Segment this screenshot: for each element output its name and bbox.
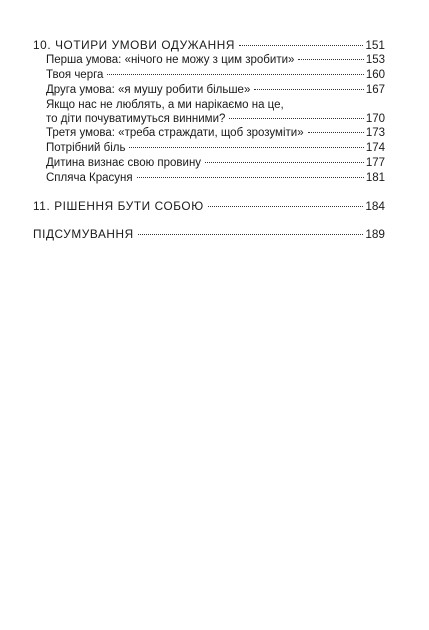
toc-entry-title: Третя умова: «треба страждати, щоб зрозуміти»: [46, 127, 304, 139]
toc-entry-title: Спляча Красуня: [46, 172, 133, 184]
toc-page-number: 167: [365, 84, 385, 96]
table-of-contents: [33, 38, 385, 242]
dot-leader: [308, 131, 364, 133]
toc-entry-multiline[interactable]: [33, 98, 385, 126]
toc-page-number: 170: [365, 113, 385, 125]
toc-chapter-11[interactable]: [33, 199, 385, 214]
dot-leader: [208, 205, 364, 207]
toc-page-number: 174: [365, 142, 385, 154]
spacer: [33, 186, 385, 195]
toc-entry[interactable]: [33, 68, 385, 83]
dot-leader: [229, 117, 363, 119]
toc-page-number: 160: [365, 69, 385, 81]
dot-leader: [205, 161, 364, 163]
toc-page-number: 184: [365, 199, 385, 213]
toc-summary[interactable]: [33, 227, 385, 242]
dot-leader: [138, 233, 364, 235]
toc-entry[interactable]: [33, 156, 385, 171]
toc-entry-title: ПІДСУМУВАННЯ: [33, 227, 134, 241]
toc-entry-title: Твоя черга: [46, 69, 104, 81]
toc-entry-title: Друга умова: «я мушу робити більше»: [46, 84, 251, 96]
spacer: [33, 214, 385, 223]
dot-leader: [137, 176, 364, 178]
toc-chapter-10[interactable]: [33, 38, 385, 53]
dot-leader: [298, 58, 363, 60]
toc-page-number: 173: [365, 127, 385, 139]
toc-entry-title: 10. ЧОТИРИ УМОВИ ОДУЖАННЯ: [33, 38, 235, 52]
toc-entry-title: Потрібний біль: [46, 142, 126, 154]
toc-entry-title: 11. РІШЕННЯ БУТИ СОБОЮ: [33, 199, 204, 213]
toc-page-number: 153: [365, 54, 385, 66]
dot-leader: [239, 44, 363, 46]
toc-entry-title: Дитина визнає свою провину: [46, 157, 202, 169]
toc-entry[interactable]: [33, 126, 385, 141]
toc-page-number: 181: [365, 172, 385, 184]
dot-leader: [107, 73, 363, 75]
toc-page-number: 177: [365, 157, 385, 169]
toc-page-number: 151: [365, 38, 385, 52]
toc-page-number: 189: [365, 227, 385, 241]
dot-leader: [254, 88, 363, 90]
toc-entry-title: Перша умова: «нічого не можу з цим зробити»: [46, 54, 295, 66]
toc-entry-title-line1: Якщо нас не люблять, а ми нарікаємо на це,: [46, 99, 284, 111]
toc-entry-row2: [46, 112, 385, 126]
toc-entry[interactable]: [33, 53, 385, 68]
toc-entry[interactable]: [33, 83, 385, 98]
toc-entry[interactable]: [33, 141, 385, 156]
toc-entry[interactable]: [33, 171, 385, 186]
toc-entry-title-line2: то діти почуватимуться винними?: [46, 113, 226, 125]
dot-leader: [129, 146, 363, 148]
